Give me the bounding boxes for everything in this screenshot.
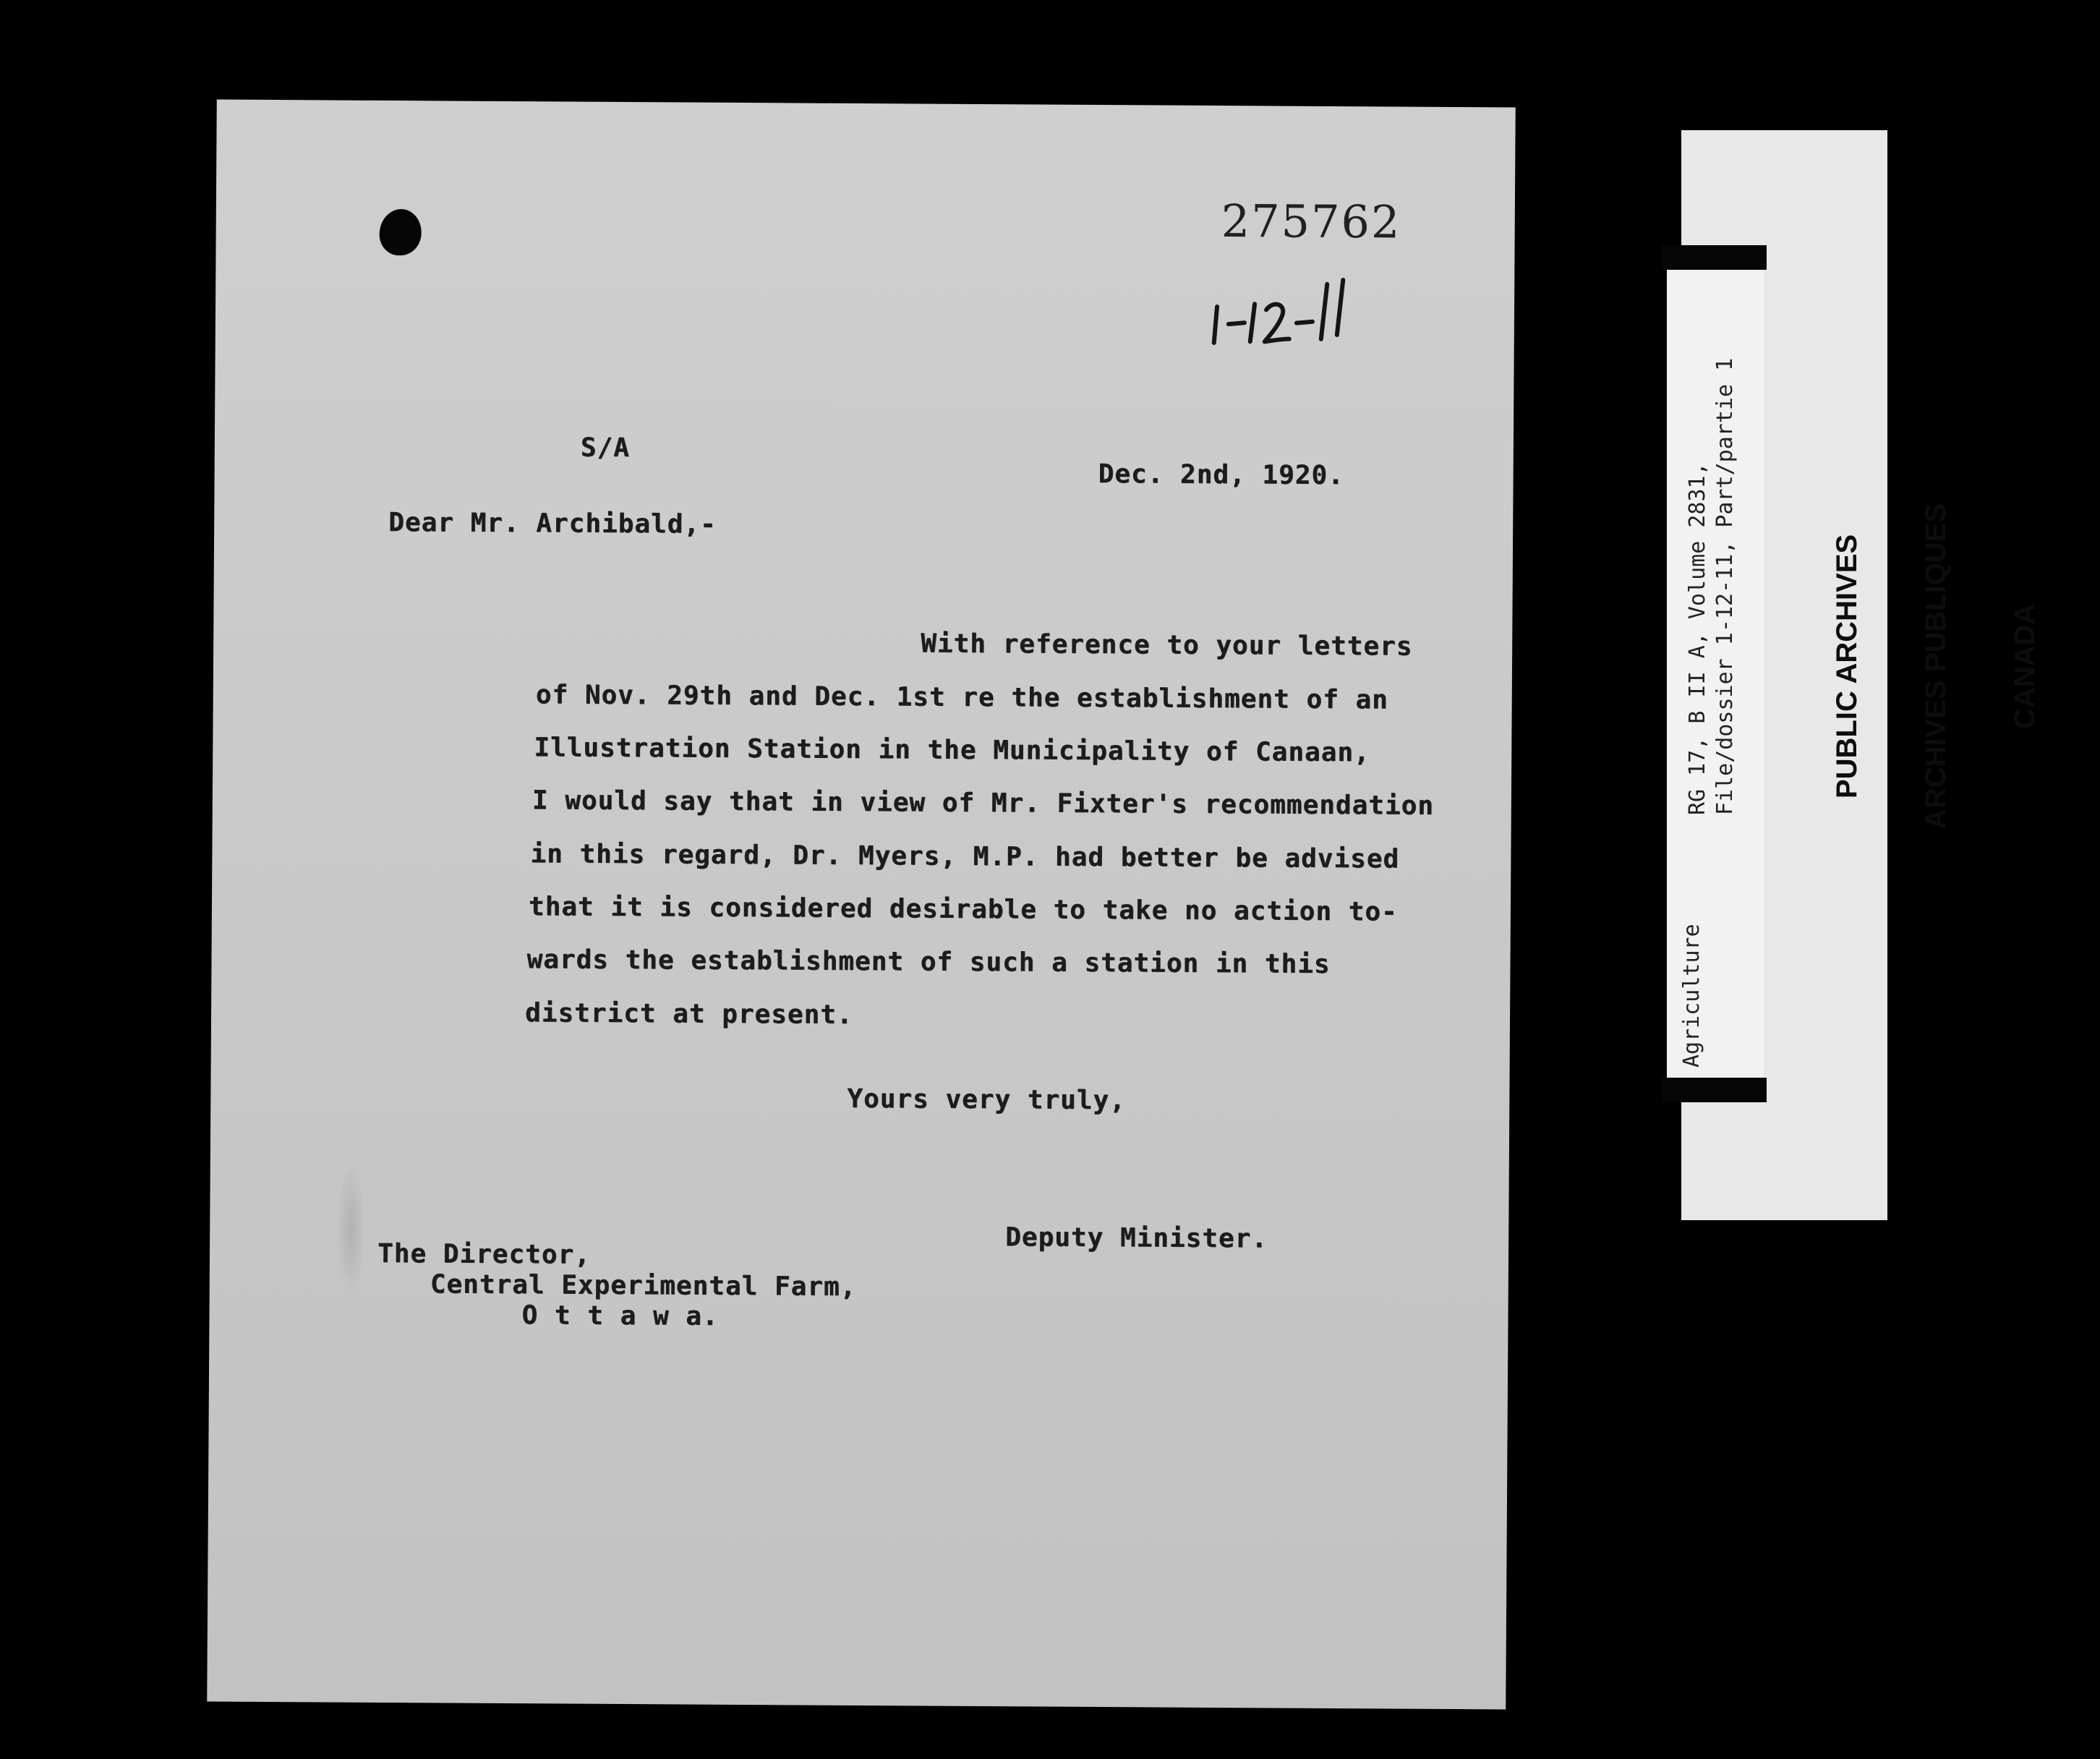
label-organization-line: PUBLIC ARCHIVES [1831, 534, 1863, 799]
label-organization [1773, 503, 2099, 830]
initials: S/A [580, 433, 631, 464]
body-line: With reference to your letters [921, 629, 1413, 662]
body-line: in this regard, Dr. Myers, M.P. had better be advised [530, 839, 1400, 874]
body-line: district at present. [524, 998, 853, 1030]
label-organization-line: ARCHIVES PUBLIQUES [1920, 503, 1952, 830]
label-department: Agriculture [1679, 924, 1704, 1068]
letter-sheet [207, 100, 1515, 1710]
label-top-bar [1661, 245, 1767, 270]
addressee-line: O t t a w a. [521, 1300, 719, 1332]
signature-title: Deputy Minister. [1005, 1222, 1268, 1254]
handwritten-file-number-graphic [1207, 272, 1367, 352]
addressee-line: Central Experimental Farm, [430, 1269, 857, 1302]
label-bottom-bar [1661, 1078, 1767, 1102]
body-line: Illustration Station in the Municipality of Canaan, [534, 733, 1370, 768]
body-line: of Nov. 29th and Dec. 1st re the establishment of an [535, 680, 1388, 715]
handwritten-file-number [1207, 272, 1367, 355]
body-line: that it is considered desirable to take no action to- [528, 892, 1398, 927]
closing: Yours very truly, [847, 1083, 1126, 1116]
letter-date: Dec. 2nd, 1920. [1098, 459, 1344, 491]
body-line: wards the establishment of such a station in this [526, 945, 1331, 979]
label-organization-line: CANADA [2009, 603, 2041, 730]
addressee-line: The Director, [377, 1238, 591, 1270]
punch-hole [379, 209, 421, 255]
paper-fold-shadow [336, 1160, 366, 1298]
label-reference-line-1: RG 17, B II A, Volume 2831, [1685, 462, 1710, 815]
body-line: I would say that in view of Mr. Fixter's recommendation [532, 785, 1435, 821]
salutation: Dear Mr. Archibald,- [388, 507, 717, 540]
accession-number-stamp: 275762 [1221, 195, 1401, 249]
label-reference-line-2: File/dossier 1-12-11, Part/partie 1 [1712, 357, 1738, 815]
